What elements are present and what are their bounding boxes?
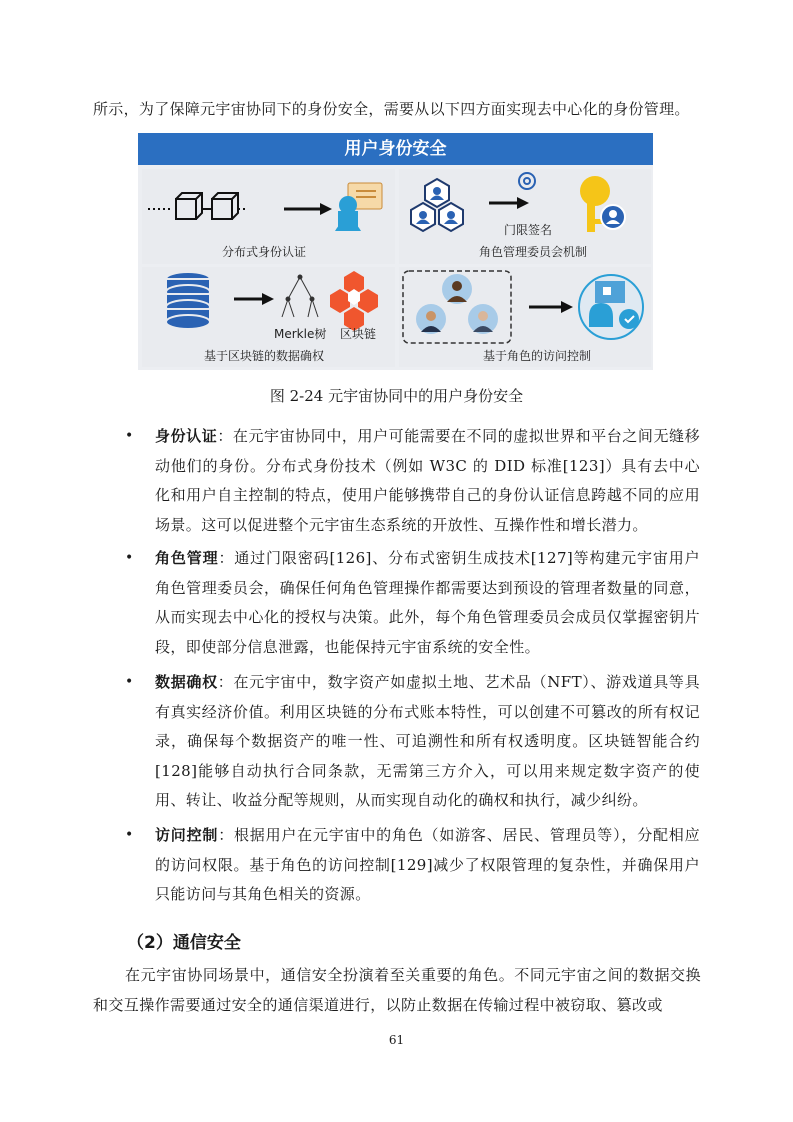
bullet-term: 身份认证 [155,427,218,445]
block-cube-icon-2 [212,193,238,219]
panel4-caption: 基于角色的访问控制 [483,349,592,363]
access-control-icon [579,275,643,339]
merkle-tree-icon [282,275,318,317]
database-icon [166,272,210,329]
panel-data-rights [142,267,395,367]
figure-user-identity-security [138,133,653,370]
blockchain-label: 区块链 [340,327,377,341]
section-heading: （2）通信安全 [127,933,241,953]
bullet-marker: • [125,550,134,566]
page-number: 61 [388,1033,405,1047]
role-user-avatars [416,274,498,334]
bullet-marker: • [125,428,134,444]
intro-line: 所示，为了保障元宇宙协同下的身份安全，需要从以下四方面实现去中心化的身份管理。 [93,100,690,118]
bullet-text: ：在元宇宙协同中，用户可能需要在不同的虚拟世界和平台之间无缝移动他们的身份。分布式身份技术（例如 W3C 的 DID 标准[123]）具有去中心化和用户自主控制的特点，使用户能够携带自己的身份认证信息跨越不同的应用场景。这可以促进整个元宇宙生态系统的开放性、互操作性和增长潜力。 [155,427,700,534]
blockchain-icon [330,271,378,331]
bullet-term: 数据确权 [155,673,218,691]
gear-signature-icon [519,173,535,189]
bullet-access-control [155,821,700,910]
bullet-term: 访问控制 [155,826,219,844]
panel2-caption: 角色管理委员会机制 [479,245,588,259]
bullet-data-rights [155,668,700,816]
id-card-icon [335,183,382,231]
key-icon [580,176,625,232]
bullet-text: ：通过门限密码[126]、分布式密钥生成技术[127]等构建元宇宙用户角色管理委员会，确保任何角色管理操作都需要达到预设的管理者数量的同意，从而实现去中心化的授权与决策。此外，每个角色管理委员会成员仅掌握密钥片段，即使部分信息泄露，也能保持元宇宙系统的安全性。 [155,549,700,656]
bullet-marker: • [125,827,134,843]
bullet-marker: • [125,674,134,690]
panel-access-control [399,267,651,367]
block-cube-icon [176,193,202,219]
bullet-role-management [155,544,700,662]
bullet-text: ：根据用户在元宇宙中的角色（如游客、居民、管理员等），分配相应的访问权限。基于角色的访问控制[129]减少了权限管理的复杂性，并确保用户只能访问与其角色相关的资源。 [155,826,700,903]
figure-header: 用户身份安全 [138,133,653,165]
bullet-text: ：在元宇宙中，数字资产如虚拟土地、艺术品（NFT）、游戏道具等具有真实经济价值。利用区块链的分布式账本特性，可以创建不可篡改的所有权记录，确保每个数据资产的唯一性、可追溯性和所有权透明度。区块链智能合约[128]能够自动执行合同条款，无需第三方介入，可以用来规定数字资产的使用、转让、收益分配等规则，从而实现自动化的确权和执行，减少纠纷。 [155,673,700,809]
section-body: 在元宇宙协同场景中，通信安全扮演着至关重要的角色。不同元宇宙之间的数据交换和交互操作需要通过安全的通信渠道进行，以防止数据在传输过程中被窃取、篡改或 [93,966,701,1014]
threshold-signature-label: 门限签名 [504,223,553,237]
bullet-term: 角色管理 [155,549,219,567]
figure-caption: 图 2-24 元宇宙协同中的用户身份安全 [269,387,524,405]
merkle-tree-label: Merkle树 [274,327,327,341]
panel-distributed-identity [142,169,395,264]
panel-role-management [399,169,651,264]
bullet-identity-auth [155,422,700,540]
panel1-caption: 分布式身份认证 [222,245,307,259]
panel3-caption: 基于区块链的数据确权 [204,349,325,363]
